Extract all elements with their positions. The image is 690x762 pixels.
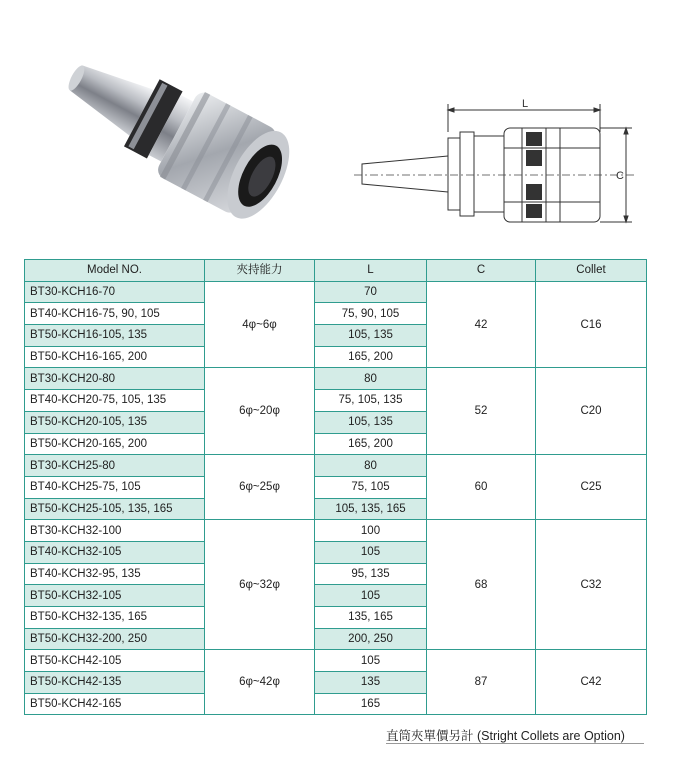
collet-cell: C20: [536, 368, 647, 455]
length-cell: 135, 165: [315, 607, 427, 629]
dim-length-label: L: [522, 98, 529, 110]
header-diameter: C: [427, 260, 536, 282]
table-row: [25, 455, 647, 477]
table-row: [25, 368, 647, 390]
model-cell: BT50-KCH32-200, 250: [25, 628, 205, 650]
footnote: 直筒夾單價另計 (Stright Collets are Option): [386, 729, 625, 743]
diameter-cell: 68: [427, 520, 536, 650]
capacity-cell: 6φ~32φ: [205, 520, 315, 650]
product-photo: [55, 38, 315, 238]
length-cell: 75, 105, 135: [315, 390, 427, 412]
model-cell: BT30-KCH20-80: [25, 368, 205, 390]
footnote-underline: [386, 743, 644, 744]
model-cell: BT40-KCH20-75, 105, 135: [25, 390, 205, 412]
diameter-cell: 87: [427, 650, 536, 715]
length-cell: 105: [315, 541, 427, 563]
length-cell: 135: [315, 672, 427, 694]
model-cell: BT50-KCH32-105: [25, 585, 205, 607]
length-cell: 165, 200: [315, 346, 427, 368]
length-cell: 105: [315, 650, 427, 672]
header-capacity: 夾持能力: [205, 260, 315, 282]
length-cell: 105: [315, 585, 427, 607]
capacity-cell: 6φ~25φ: [205, 455, 315, 520]
length-cell: 70: [315, 281, 427, 303]
model-cell: BT50-KCH42-105: [25, 650, 205, 672]
model-cell: BT30-KCH32-100: [25, 520, 205, 542]
length-cell: 95, 135: [315, 563, 427, 585]
length-cell: 105, 135: [315, 411, 427, 433]
model-cell: BT50-KCH25-105, 135, 165: [25, 498, 205, 520]
length-cell: 75, 105: [315, 476, 427, 498]
length-cell: 100: [315, 520, 427, 542]
length-cell: 105, 135: [315, 325, 427, 347]
length-cell: 165: [315, 693, 427, 715]
technical-drawing: [350, 98, 640, 228]
table-row: [25, 520, 647, 542]
collet-cell: C32: [536, 520, 647, 650]
model-cell: BT40-KCH32-105: [25, 541, 205, 563]
model-cell: BT50-KCH20-105, 135: [25, 411, 205, 433]
capacity-cell: 4φ~6φ: [205, 281, 315, 368]
model-cell: BT50-KCH42-135: [25, 672, 205, 694]
capacity-cell: 6φ~42φ: [205, 650, 315, 715]
model-cell: BT50-KCH16-165, 200: [25, 346, 205, 368]
table-header-row: [25, 260, 647, 282]
model-cell: BT50-KCH20-165, 200: [25, 433, 205, 455]
model-cell: BT40-KCH32-95, 135: [25, 563, 205, 585]
dim-diameter-label: C: [616, 170, 624, 182]
header-model: Model NO.: [25, 260, 205, 282]
model-cell: BT40-KCH16-75, 90, 105: [25, 303, 205, 325]
diameter-cell: 52: [427, 368, 536, 455]
header-collet: Collet: [536, 260, 647, 282]
model-cell: BT50-KCH42-165: [25, 693, 205, 715]
diameter-cell: 42: [427, 281, 536, 368]
model-cell: BT30-KCH25-80: [25, 455, 205, 477]
length-cell: 80: [315, 368, 427, 390]
length-cell: 165, 200: [315, 433, 427, 455]
length-cell: 80: [315, 455, 427, 477]
capacity-cell: 6φ~20φ: [205, 368, 315, 455]
header-length: L: [315, 260, 427, 282]
model-cell: BT30-KCH16-70: [25, 281, 205, 303]
table-row: [25, 650, 647, 672]
model-cell: BT50-KCH16-105, 135: [25, 325, 205, 347]
collet-cell: C42: [536, 650, 647, 715]
table-row: [25, 281, 647, 303]
model-cell: BT50-KCH32-135, 165: [25, 607, 205, 629]
model-cell: BT40-KCH25-75, 105: [25, 476, 205, 498]
diameter-cell: 60: [427, 455, 536, 520]
length-cell: 105, 135, 165: [315, 498, 427, 520]
collet-cell: C16: [536, 281, 647, 368]
length-cell: 200, 250: [315, 628, 427, 650]
spec-table: [24, 259, 647, 715]
length-cell: 75, 90, 105: [315, 303, 427, 325]
collet-cell: C25: [536, 455, 647, 520]
